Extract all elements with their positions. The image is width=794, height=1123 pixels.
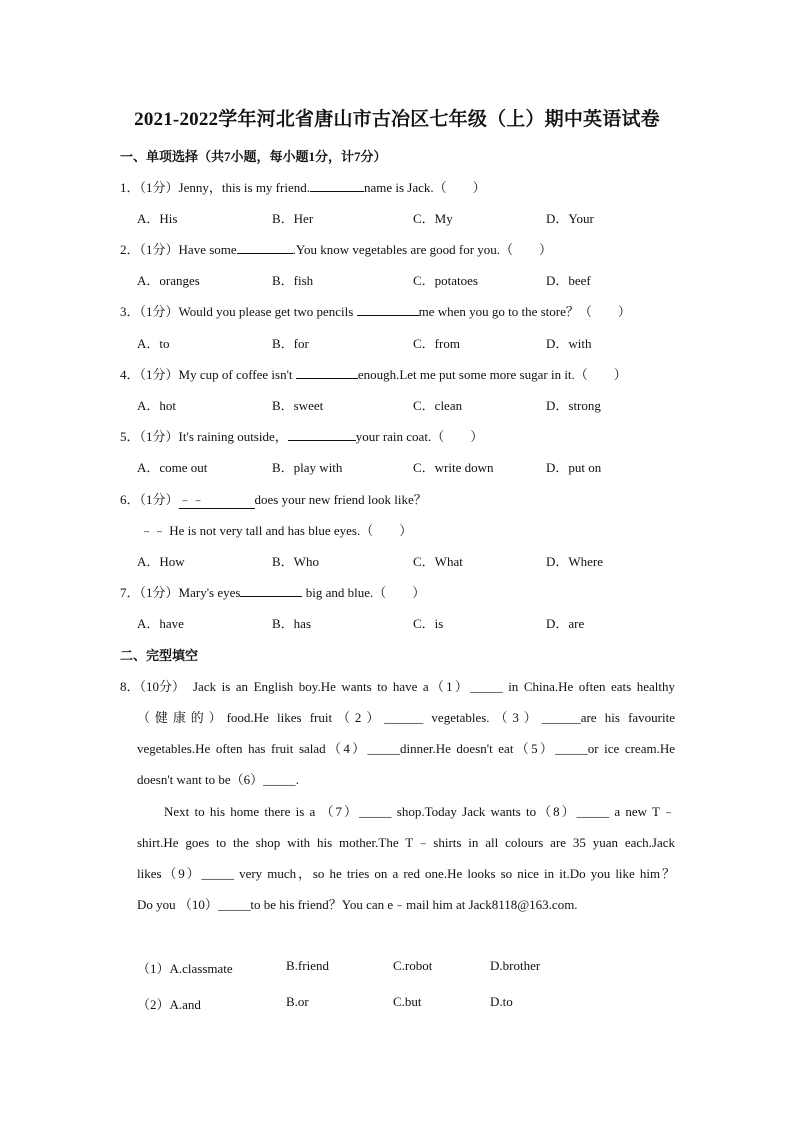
option-b: B．Who xyxy=(272,554,319,569)
question-8-label: 8．（10分） xyxy=(120,679,186,694)
option-b: B．sweet xyxy=(272,398,324,413)
question-3 xyxy=(120,301,631,320)
option-d: D．Your xyxy=(546,211,594,226)
question-text: My cup of coffee isn't xyxy=(178,367,296,382)
question-text: It's raining outside， xyxy=(178,429,288,444)
answer-blank xyxy=(237,241,293,254)
blank-1-option-a: （1）A.classmate xyxy=(137,961,233,976)
question-text: Jenny，this is my friend. xyxy=(178,180,310,195)
blank-2-option-c: C.but xyxy=(393,994,422,1009)
passage-line: Next to his home there is a （7）_____ shop.Today Jack wants to（8）_____ a new T﹣ xyxy=(164,804,675,819)
question-points: （1分） xyxy=(139,180,179,195)
question-number: 7． xyxy=(120,585,140,600)
question-text: Mary's eyes xyxy=(178,585,241,600)
question-text: Have some xyxy=(178,242,237,257)
question-1 xyxy=(120,177,486,196)
passage-line: Jack is an English boy.He wants to have a（1）_____ in China.He often eats healthy xyxy=(193,679,675,694)
option-c: C．write down xyxy=(413,460,494,475)
question-text: .You know vegetables are good for you.（ ） xyxy=(292,242,553,257)
option-a: A．oranges xyxy=(137,273,200,288)
section1-heading: 一、单项选择（共7小题，每小题1分，计7分） xyxy=(120,149,387,164)
option-b: B．Her xyxy=(272,211,314,226)
answer-blank xyxy=(179,489,255,509)
passage-line: likes（9）_____ very much，so he tries on a red one.He looks so nice in it.Do you like him？ xyxy=(137,866,675,881)
option-d: D．with xyxy=(546,336,592,351)
answer-blank xyxy=(296,366,358,379)
option-c: C．What xyxy=(413,554,463,569)
question-points: （1分） xyxy=(139,429,179,444)
option-b: B．play with xyxy=(272,460,343,475)
passage-line: shirt.He goes to the shop with his mother.The T﹣shirts in all colours are 35 yuan each.Jack xyxy=(137,835,675,850)
answer-blank xyxy=(310,179,364,192)
option-d: D．are xyxy=(546,616,585,631)
question-text: name is Jack.（ ） xyxy=(363,180,486,195)
question-number: 2． xyxy=(120,242,140,257)
option-a: A．to xyxy=(137,336,170,351)
question-4 xyxy=(120,364,627,383)
question-6 xyxy=(120,489,427,509)
answer-blank xyxy=(357,303,419,316)
section2-heading: 二、完型填空 xyxy=(120,648,199,663)
question-text: Would you please get two pencils xyxy=(178,304,357,319)
blank-2-option-d: D.to xyxy=(490,994,513,1009)
dash-prefix: ﹣﹣ xyxy=(178,492,205,507)
question-points: （1分） xyxy=(139,304,179,319)
option-b: B．for xyxy=(272,336,309,351)
option-c: C．potatoes xyxy=(413,273,478,288)
option-c: C．from xyxy=(413,336,460,351)
option-d: D．strong xyxy=(546,398,601,413)
question-points: （1分） xyxy=(139,367,179,382)
blank-1-option-b: B.friend xyxy=(286,958,329,973)
passage-line: vegetables.He often has fruit salad（4）_____dinner.He doesn't eat（5）_____or ice cream.He xyxy=(137,741,675,756)
option-a: A．How xyxy=(137,554,185,569)
question-number: 6． xyxy=(120,492,140,507)
answer-blank xyxy=(288,428,356,441)
option-d: D．beef xyxy=(546,273,591,288)
option-d: D．put on xyxy=(546,460,602,475)
blank-1-option-d: D.brother xyxy=(490,958,541,973)
question-points: （1分） xyxy=(139,585,179,600)
blank-2-option-a: （2）A.and xyxy=(137,997,201,1012)
exam-title: 2021-2022学年河北省唐山市古冶区七年级（上）期中英语试卷 xyxy=(134,109,660,130)
question-6-reply: ﹣﹣ He is not very tall and has blue eyes.（ ） xyxy=(140,523,413,538)
option-b: B．fish xyxy=(272,273,314,288)
question-text: does your new friend look like？ xyxy=(254,492,427,507)
option-a: A．have xyxy=(137,616,184,631)
question-7 xyxy=(120,582,425,601)
question-text: your rain coat.（ ） xyxy=(355,429,484,444)
question-number: 1． xyxy=(120,180,140,195)
question-text: enough.Let me put some more sugar in it.（ ） xyxy=(357,367,627,382)
question-text: me when you go to the store？（ ） xyxy=(418,304,631,319)
question-points: （1分） xyxy=(139,492,179,507)
question-text: big and blue.（ ） xyxy=(302,585,426,600)
passage-line: doesn't want to be（6）_____. xyxy=(137,772,299,787)
option-c: C．My xyxy=(413,211,453,226)
option-d: D．Where xyxy=(546,554,604,569)
option-b: B．has xyxy=(272,616,312,631)
passage-line: Do you （10）_____to be his friend？You can e﹣mail him at Jack8118@163.com. xyxy=(137,897,578,912)
passage-line: （健康的）food.He likes fruit（2）______ vegetables.（3）______are his favourite xyxy=(137,710,675,725)
question-points: （1分） xyxy=(139,242,179,257)
blank-1-option-c: C.robot xyxy=(393,958,433,973)
option-a: A．come out xyxy=(137,460,208,475)
question-2 xyxy=(120,239,552,258)
answer-blank xyxy=(240,584,302,597)
option-a: A．hot xyxy=(137,398,177,413)
option-c: C．is xyxy=(413,616,444,631)
blank-2-option-b: B.or xyxy=(286,994,309,1009)
question-number: 4． xyxy=(120,367,140,382)
question-5 xyxy=(120,426,483,445)
question-number: 3． xyxy=(120,304,140,319)
option-c: C．clean xyxy=(413,398,463,413)
question-number: 5． xyxy=(120,429,140,444)
option-a: A．His xyxy=(137,211,178,226)
